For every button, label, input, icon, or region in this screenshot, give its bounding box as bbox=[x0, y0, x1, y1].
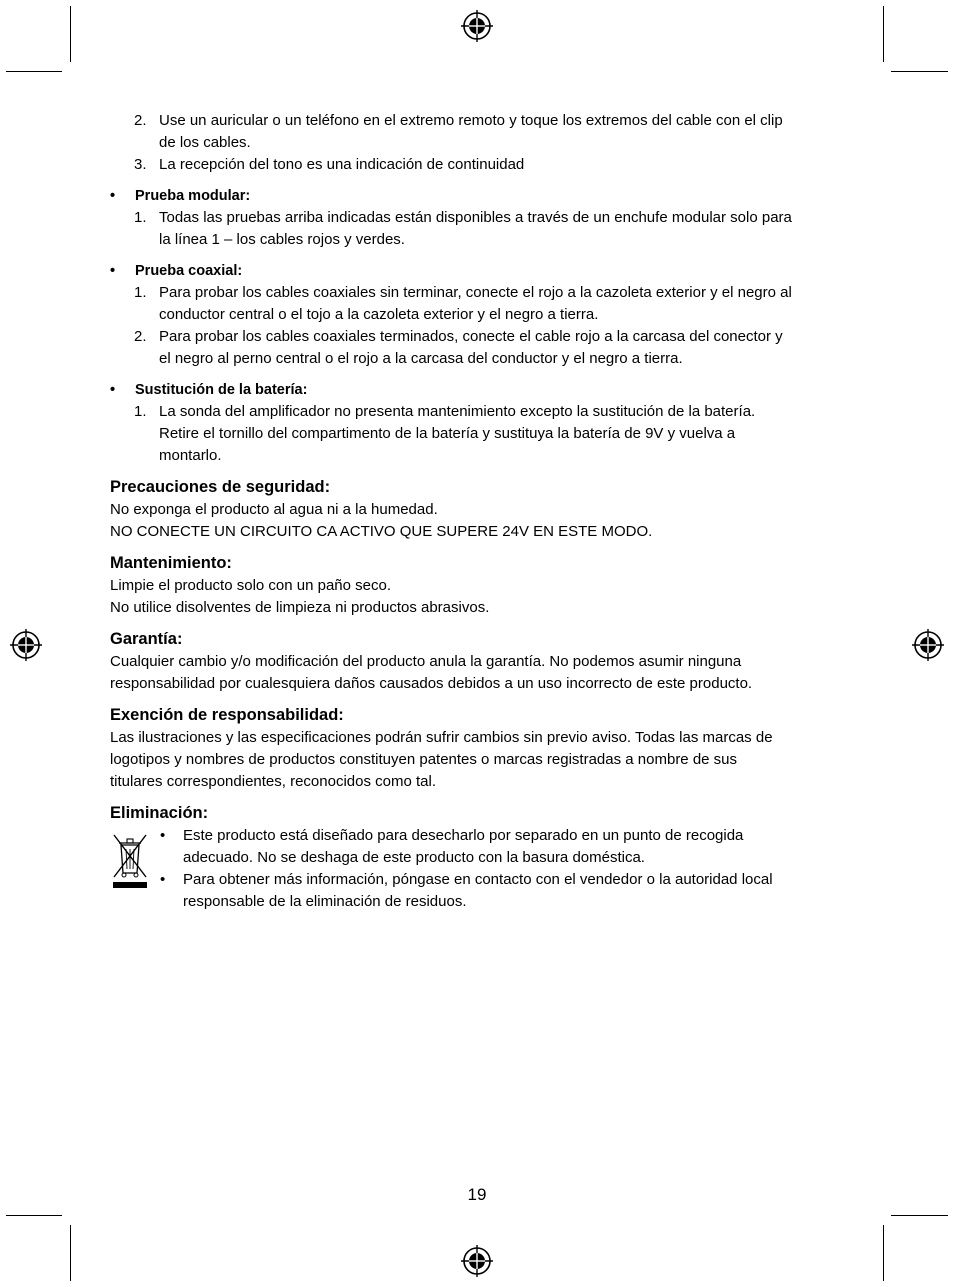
registration-crosshair-icon bbox=[460, 9, 494, 43]
bullet-marker: • bbox=[160, 871, 166, 888]
list-text: la línea 1 – los cables rojos y verdes. bbox=[159, 231, 405, 248]
list-item bbox=[110, 110, 850, 154]
list-item bbox=[110, 154, 850, 176]
bullet-heading-text: Prueba modular: bbox=[135, 188, 251, 204]
registration-crosshair-icon bbox=[460, 1244, 494, 1278]
list-text: Para probar los cables coaxiales terminados, conecte el cable rojo a la carcasa del conector y bbox=[159, 328, 783, 345]
bullet-marker: • bbox=[110, 188, 116, 204]
bullet-marker: • bbox=[110, 263, 116, 279]
section-body-maintenance bbox=[110, 575, 850, 619]
bullet-heading-text: Prueba coaxial: bbox=[135, 263, 243, 279]
list-text: responsable de la eliminación de residuos. bbox=[183, 893, 467, 910]
bullet-heading-battery bbox=[110, 379, 850, 401]
list-text: el negro al perno central o el rojo a la carcasa del conductor y el negro a tierra. bbox=[159, 350, 683, 367]
list-number: 1. bbox=[134, 284, 147, 301]
bullet-heading-text: Sustitución de la batería: bbox=[135, 382, 308, 398]
list-item bbox=[110, 326, 850, 370]
body-line: Las ilustraciones y las especificaciones podrán sufrir cambios sin previo aviso. Todas las marcas de bbox=[110, 729, 773, 746]
registration-crosshair-icon bbox=[911, 628, 945, 662]
list-text: Use un auricular o un teléfono en el extremo remoto y toque los extremos del cable con el clip bbox=[159, 112, 783, 129]
body-line: No exponga el producto al agua ni a la humedad. bbox=[110, 501, 438, 518]
body-line: No utilice disolventes de limpieza ni productos abrasivos. bbox=[110, 599, 490, 616]
section-title-disclaimer: Exención de responsabilidad: bbox=[110, 706, 344, 724]
bullet-marker: • bbox=[110, 382, 116, 398]
section-body-warranty bbox=[110, 651, 850, 695]
body-line: Limpie el producto solo con un paño seco. bbox=[110, 577, 392, 594]
crop-mark bbox=[891, 71, 948, 72]
list-text: La sonda del amplificador no presenta mantenimiento excepto la sustitución de la batería. bbox=[159, 403, 756, 420]
body-line: titulares correspondientes, reconocidos como tal. bbox=[110, 773, 437, 790]
list-text: montarlo. bbox=[159, 447, 222, 464]
list-number: 3. bbox=[134, 156, 147, 173]
bullet-heading-modular bbox=[110, 185, 850, 207]
list-number: 2. bbox=[134, 328, 147, 345]
list-item bbox=[110, 869, 850, 913]
page-content bbox=[110, 110, 850, 913]
list-text: Retire el tornillo del compartimento de la batería y sustituya la batería de 9V y vuelva a bbox=[159, 425, 736, 442]
list-item bbox=[110, 825, 850, 869]
bullet-marker: • bbox=[160, 827, 166, 844]
crop-mark bbox=[6, 1215, 62, 1216]
list-number: 1. bbox=[134, 403, 147, 420]
body-line: responsabilidad por cualesquiera daños causados debidos a un uso incorrecto de este producto. bbox=[110, 675, 753, 692]
list-text: Todas las pruebas arriba indicadas están disponibles a través de un enchufe modular solo para bbox=[159, 209, 792, 226]
list-text: conductor central o el tojo a la cazoleta exterior y el negro a tierra. bbox=[159, 306, 599, 323]
list-text: La recepción del tono es una indicación de continuidad bbox=[159, 156, 525, 173]
list-item bbox=[110, 282, 850, 326]
list-number: 2. bbox=[134, 112, 147, 129]
disposal-block bbox=[110, 825, 850, 913]
crop-mark bbox=[883, 1225, 884, 1281]
list-text: Para probar los cables coaxiales sin terminar, conecte el rojo a la cazoleta exterior y el negro al bbox=[159, 284, 792, 301]
bullet-heading-coaxial bbox=[110, 260, 850, 282]
list-text: adecuado. No se deshaga de este producto con la basura doméstica. bbox=[183, 849, 645, 866]
list-number: 1. bbox=[134, 209, 147, 226]
list-text: Este producto está diseñado para desecharlo por separado en un punto de recogida bbox=[183, 827, 744, 844]
registration-crosshair-icon bbox=[9, 628, 43, 662]
list-text: Para obtener más información, póngase en contacto con el vendedor o la autoridad local bbox=[183, 871, 773, 888]
page-number: 19 bbox=[467, 1185, 487, 1204]
section-body-disclaimer bbox=[110, 727, 850, 793]
crop-mark bbox=[891, 1215, 948, 1216]
crop-mark bbox=[70, 6, 71, 62]
section-title-maintenance: Mantenimiento: bbox=[110, 554, 232, 572]
section-title-disposal: Eliminación: bbox=[110, 804, 209, 822]
list-item bbox=[110, 401, 850, 467]
list-text: de los cables. bbox=[159, 134, 251, 151]
body-line: logotipos y nombres de productos constituyen patentes o marcas registradas a nombre de sus bbox=[110, 751, 738, 768]
body-line: NO CONECTE UN CIRCUITO CA ACTIVO QUE SUPERE 24V EN ESTE MODO. bbox=[110, 523, 653, 540]
list-item bbox=[110, 207, 850, 251]
body-line: Cualquier cambio y/o modificación del producto anula la garantía. No podemos asumir ninguna bbox=[110, 653, 742, 670]
crop-mark bbox=[6, 71, 62, 72]
section-title-safety: Precauciones de seguridad: bbox=[110, 478, 331, 496]
section-body-safety bbox=[110, 499, 850, 543]
crop-mark bbox=[70, 1225, 71, 1281]
crop-mark bbox=[883, 6, 884, 62]
section-title-warranty: Garantía: bbox=[110, 630, 183, 648]
